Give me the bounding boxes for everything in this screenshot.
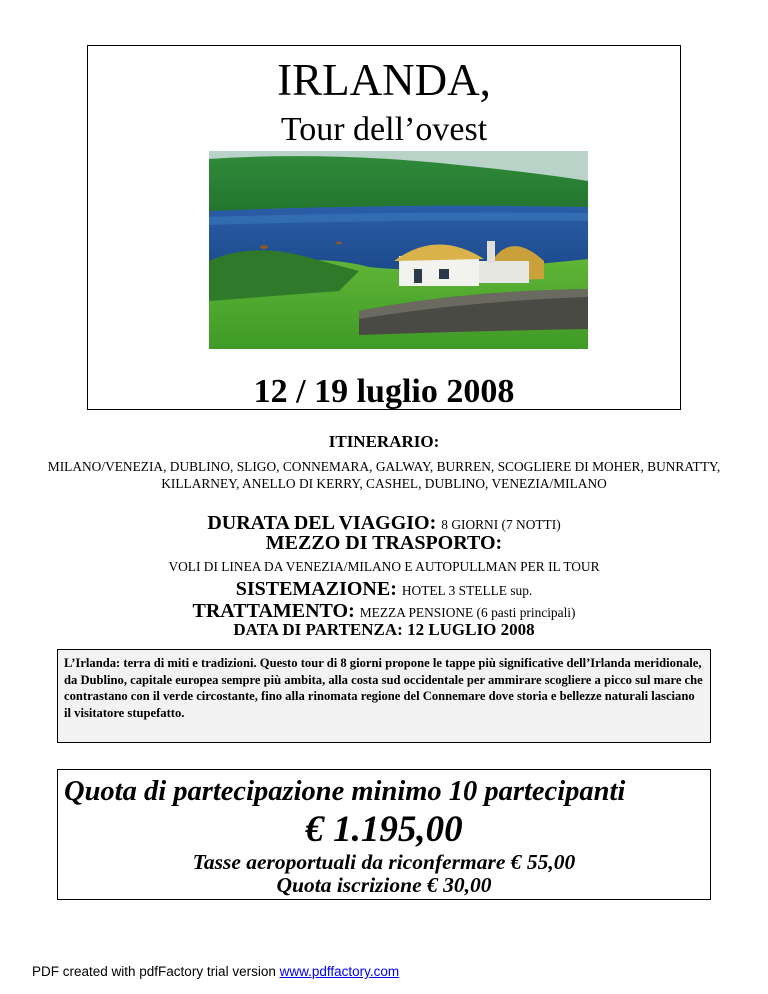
sistemazione-row (40, 578, 728, 602)
price-box (57, 769, 711, 900)
tour-dates: 12 / 19 luglio 2008 (253, 373, 515, 410)
mezzo-label: MEZZO DI TRASPORTO: (265, 532, 503, 554)
sistemazione-value: HOTEL 3 STELLE sup. (401, 583, 533, 598)
registration-fee: Quota iscrizione € 30,00 (276, 873, 492, 897)
landscape-photo (209, 151, 588, 349)
page-subtitle: Tour dell’ovest (280, 111, 488, 148)
footer-link[interactable]: www.pdffactory.com (279, 964, 400, 979)
trattamento-label: TRATTAMENTO: (192, 600, 355, 622)
sistemazione-label: SISTEMAZIONE: (235, 578, 397, 600)
itinerary-heading: ITINERARIO: (328, 432, 440, 451)
footer-text: PDF created with pdfFactory trial version (32, 964, 280, 979)
title-box (87, 45, 681, 410)
durata-label: DURATA DEL VIAGGIO: (207, 512, 437, 534)
page-title: IRLANDA, (277, 55, 491, 105)
departure-date: DATA DI PARTENZA: 12 LUGLIO 2008 (233, 620, 535, 639)
durata-value: 8 GIORNI (7 NOTTI) (441, 517, 561, 532)
itinerary-stops: MILANO/VENEZIA, DUBLINO, SLIGO, CONNEMARA, GALWAY, BURREN, SCOGLIERE DI MOHER, BUNRATTY, KILLARNEY, ANELLO DI KERRY, CASHEL, DUBLINO, VENEZIA/MILANO (47, 459, 721, 491)
mezzo-value: VOLI DI LINEA DA VENEZIA/MILANO E AUTOPULLMAN PER IL TOUR (168, 559, 600, 574)
registration-fee-row (58, 873, 710, 897)
trattamento-value: MEZZA PENSIONE (6 pasti principali) (359, 605, 576, 620)
airport-taxes: Tasse aeroportuali da riconfermare € 55,00 (192, 850, 576, 874)
pdf-footer (32, 964, 399, 979)
description-box: L’Irlanda: terra di miti e tradizioni. Questo tour di 8 giorni propone le tappe più significative dell’Irlanda meridionale, da Dublino, capitale europea sempre più ambita, alla costa sud occidentale per ammirare scogliere a picco sul mare che contrastano con il verde circostante, fino alla rinomata regione del Connemare dove storia e bellezze naturali lasciano il visitatore stupefatto. (57, 649, 711, 743)
tour-price: € 1.195,00 (305, 809, 463, 850)
quota-heading: Quota di partecipazione minimo 10 partecipanti (64, 776, 626, 807)
